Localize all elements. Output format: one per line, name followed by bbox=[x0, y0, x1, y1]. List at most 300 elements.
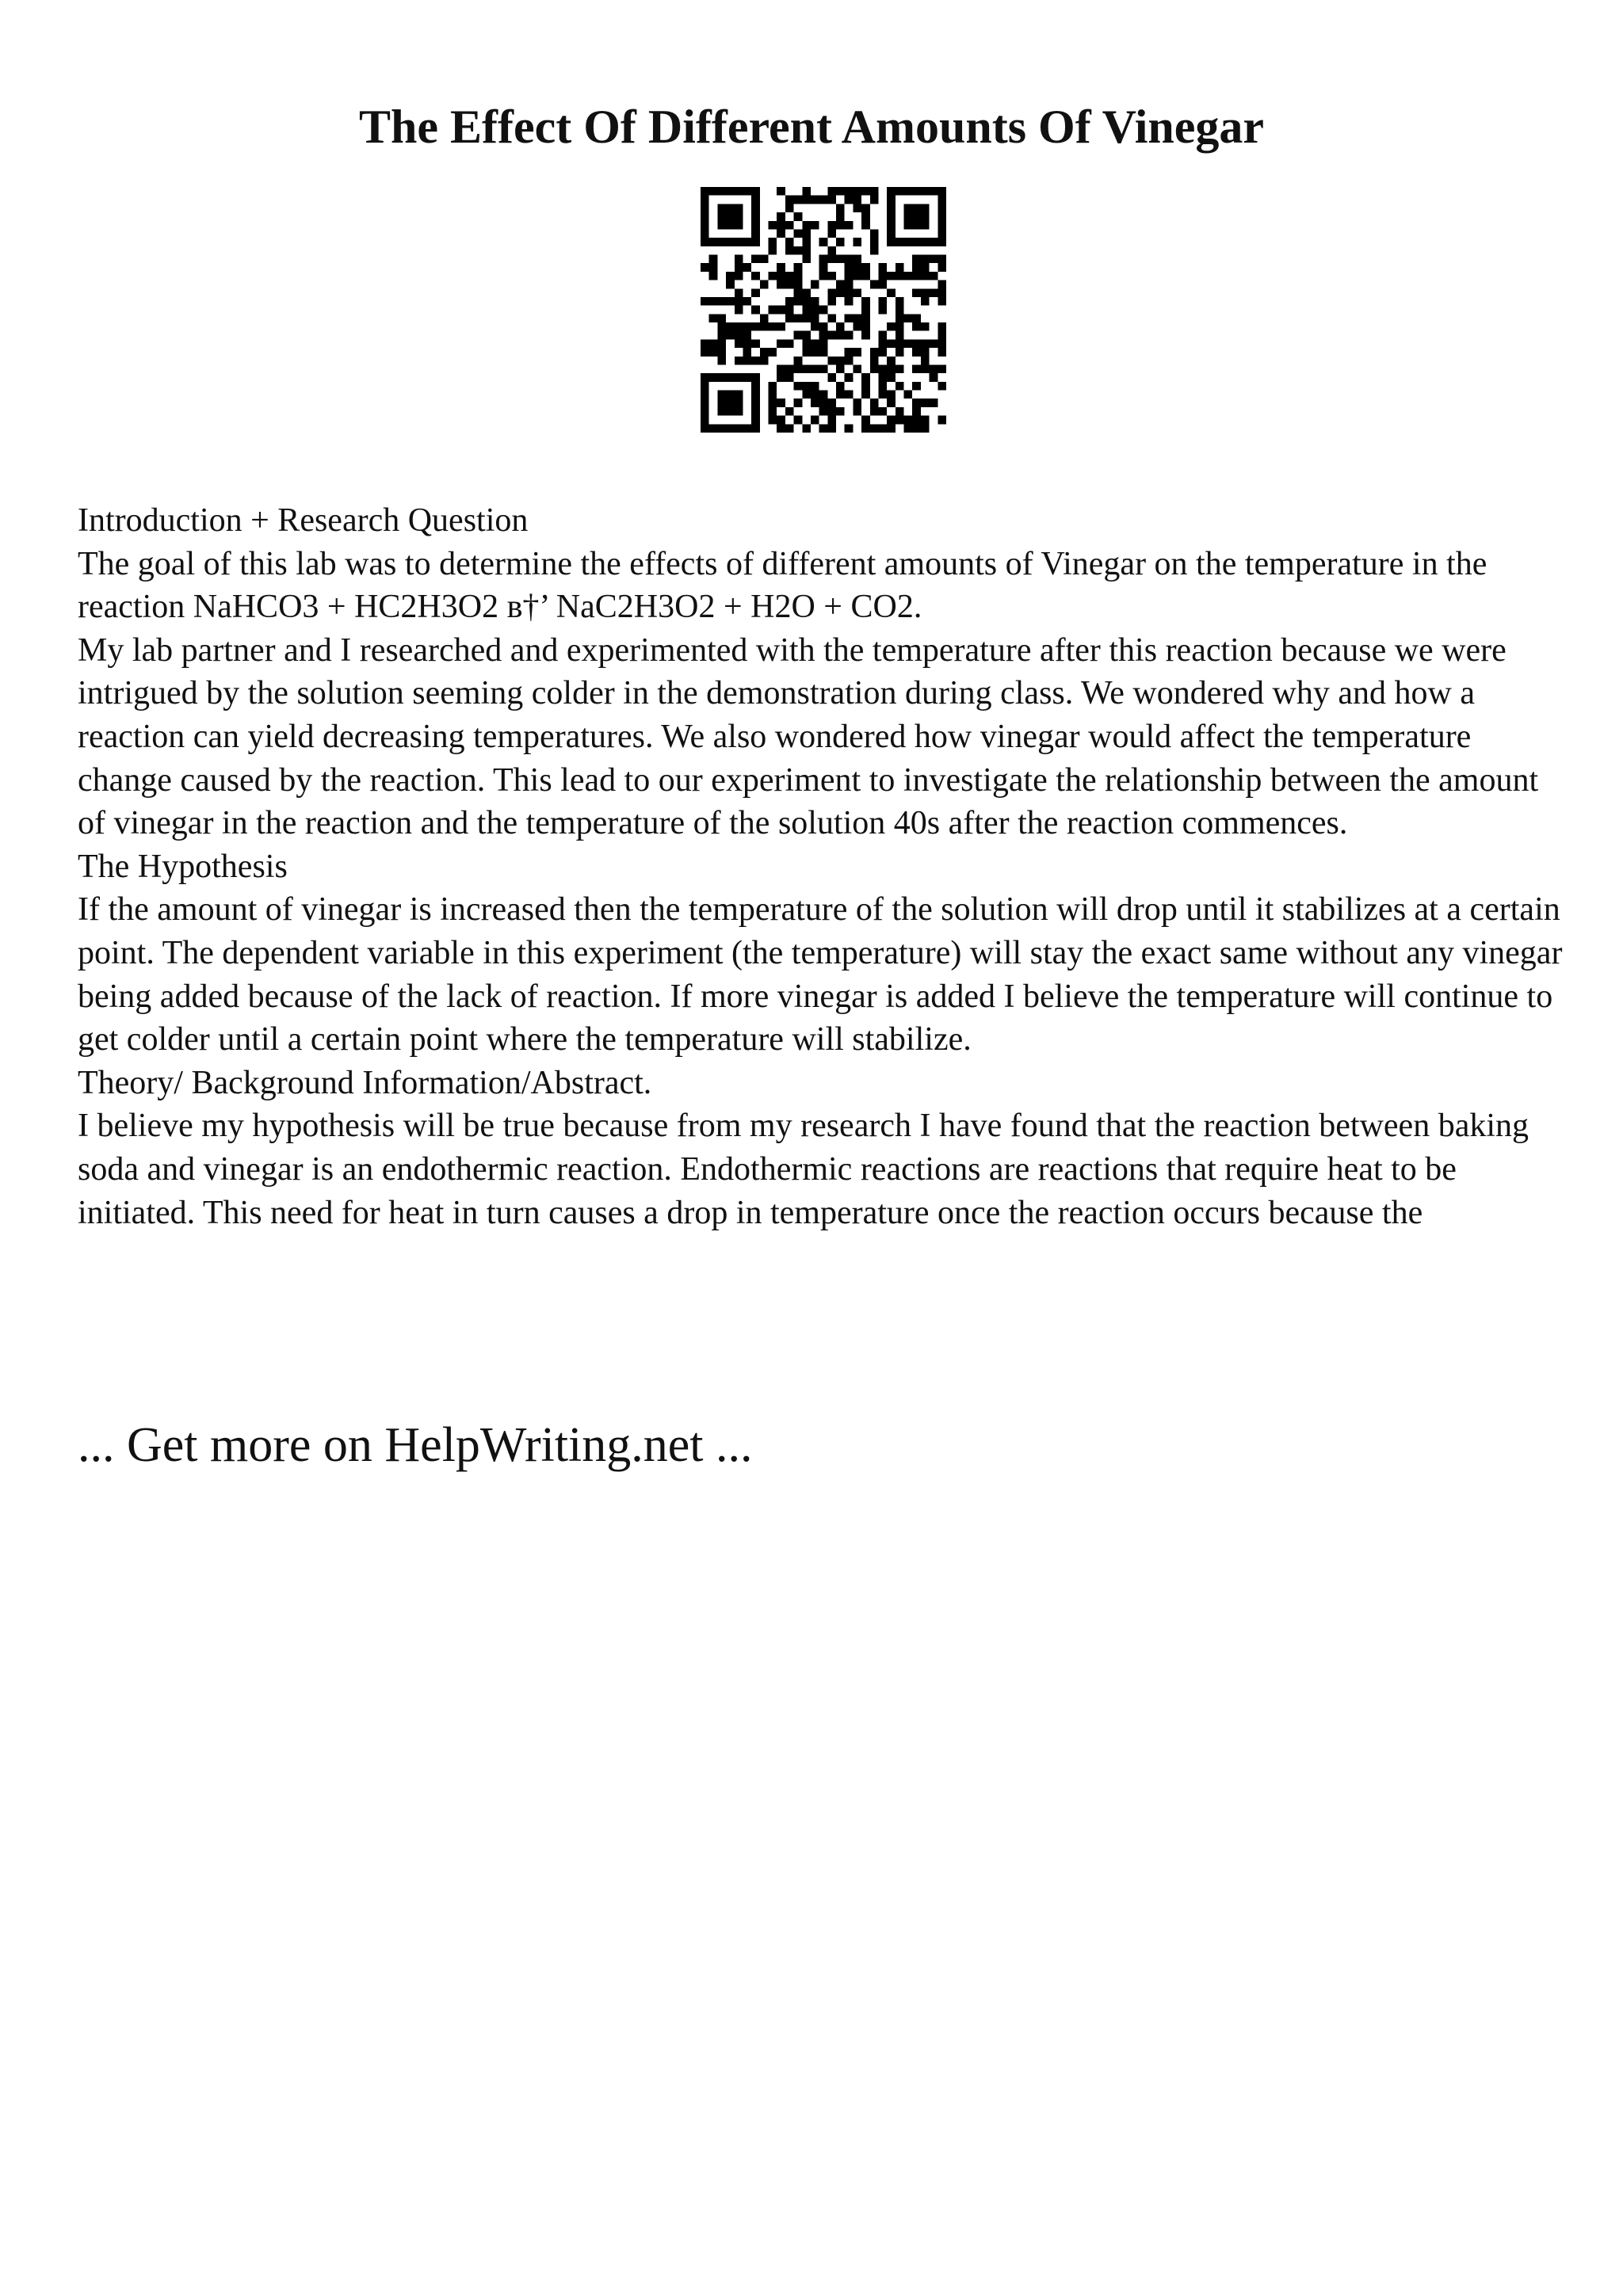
qr-module bbox=[751, 306, 760, 315]
qr-module bbox=[751, 322, 760, 331]
qr-module bbox=[743, 357, 751, 365]
qr-module bbox=[912, 187, 921, 196]
qr-module bbox=[896, 187, 904, 196]
qr-module bbox=[887, 212, 896, 221]
qr-module bbox=[802, 391, 811, 399]
qr-code-graphic bbox=[701, 187, 946, 433]
qr-module bbox=[912, 339, 921, 348]
qr-module bbox=[811, 221, 819, 230]
qr-module bbox=[802, 348, 811, 357]
qr-module bbox=[785, 364, 794, 373]
qr-module bbox=[777, 212, 785, 221]
document-body bbox=[78, 499, 1568, 1234]
qr-module bbox=[802, 238, 811, 246]
qr-module bbox=[896, 339, 904, 348]
qr-module bbox=[760, 280, 769, 289]
qr-module bbox=[785, 280, 794, 289]
paragraph-theory: I believe my hypothesis will be true because from my research I have found that the reaction between baking soda and vinegar is an endothermic reaction. Endothermic reactions are reactions that require heat to be initiated. This need for heat in turn causes a drop in temperature once the reaction occurs because the bbox=[78, 1108, 1529, 1231]
qr-module bbox=[921, 399, 930, 407]
qr-module bbox=[701, 221, 709, 230]
qr-module bbox=[726, 424, 735, 433]
qr-module bbox=[819, 272, 828, 280]
qr-module bbox=[896, 407, 904, 416]
paragraph-goal: The goal of this lab was to determine the effects of different amounts of Vinegar on the temperature in the reaction NaHCO3 + HC2H3O2 в†’ NaC2H3O2 + H2O + CO2. bbox=[78, 545, 1487, 626]
qr-module bbox=[912, 221, 921, 230]
qr-module bbox=[904, 314, 913, 322]
qr-module bbox=[769, 306, 777, 315]
qr-module bbox=[870, 229, 879, 238]
qr-module bbox=[726, 212, 735, 221]
qr-module bbox=[836, 238, 845, 246]
qr-module bbox=[827, 196, 836, 204]
qr-module bbox=[836, 322, 845, 331]
qr-module bbox=[777, 416, 785, 425]
qr-module bbox=[861, 373, 870, 382]
qr-module bbox=[921, 204, 930, 212]
qr-module bbox=[794, 297, 803, 306]
qr-module bbox=[853, 364, 861, 373]
qr-module bbox=[769, 272, 777, 280]
qr-module bbox=[827, 407, 836, 416]
qr-module bbox=[751, 399, 760, 407]
qr-module bbox=[853, 399, 861, 407]
qr-module bbox=[701, 391, 709, 399]
qr-module bbox=[938, 255, 946, 264]
qr-module bbox=[938, 339, 946, 348]
qr-module bbox=[735, 407, 743, 416]
qr-module bbox=[938, 196, 946, 204]
document-title: The Effect Of Different Amounts Of Vinegar bbox=[358, 101, 1265, 153]
qr-module bbox=[802, 339, 811, 348]
qr-module bbox=[811, 322, 819, 331]
qr-module bbox=[811, 306, 819, 315]
qr-module bbox=[819, 391, 828, 399]
qr-module bbox=[709, 314, 718, 322]
qr-module bbox=[912, 399, 921, 407]
qr-module bbox=[870, 280, 879, 289]
qr-module bbox=[726, 238, 735, 246]
qr-module bbox=[785, 373, 794, 382]
qr-module bbox=[709, 255, 718, 264]
qr-module bbox=[794, 364, 803, 373]
qr-module bbox=[938, 187, 946, 196]
qr-module bbox=[726, 272, 735, 280]
qr-module bbox=[836, 331, 845, 340]
qr-module bbox=[887, 424, 896, 433]
section-heading-introduction: Introduction + Research Question bbox=[78, 502, 529, 539]
qr-module bbox=[811, 196, 819, 204]
qr-module bbox=[717, 348, 726, 357]
qr-module bbox=[726, 297, 735, 306]
qr-module bbox=[887, 391, 896, 399]
qr-module bbox=[861, 212, 870, 221]
qr-module bbox=[751, 382, 760, 391]
qr-module bbox=[751, 229, 760, 238]
qr-module bbox=[827, 314, 836, 322]
qr-module bbox=[904, 204, 913, 212]
qr-module bbox=[717, 212, 726, 221]
qr-module bbox=[921, 339, 930, 348]
qr-module bbox=[896, 263, 904, 272]
qr-module bbox=[827, 399, 836, 407]
qr-module bbox=[870, 357, 879, 365]
qr-module bbox=[717, 399, 726, 407]
qr-module bbox=[794, 196, 803, 204]
qr-module bbox=[794, 314, 803, 322]
qr-module bbox=[735, 391, 743, 399]
qr-module bbox=[896, 272, 904, 280]
qr-module bbox=[827, 229, 836, 238]
qr-module bbox=[930, 364, 938, 373]
qr-module bbox=[861, 297, 870, 306]
qr-module bbox=[836, 382, 845, 391]
qr-module bbox=[751, 204, 760, 212]
qr-module bbox=[845, 187, 854, 196]
qr-module bbox=[709, 373, 718, 382]
qr-module bbox=[802, 306, 811, 315]
qr-module bbox=[930, 238, 938, 246]
qr-module bbox=[878, 391, 887, 399]
qr-module bbox=[769, 382, 777, 391]
qr-module bbox=[726, 204, 735, 212]
qr-module bbox=[904, 424, 913, 433]
qr-module bbox=[794, 416, 803, 425]
qr-module bbox=[912, 263, 921, 272]
qr-module bbox=[827, 331, 836, 340]
qr-module bbox=[811, 339, 819, 348]
qr-module bbox=[870, 364, 879, 373]
qr-module bbox=[887, 322, 896, 331]
qr-module bbox=[751, 238, 760, 246]
qr-module bbox=[878, 364, 887, 373]
qr-module bbox=[861, 416, 870, 425]
qr-module bbox=[751, 407, 760, 416]
qr-module bbox=[777, 221, 785, 230]
qr-module bbox=[735, 272, 743, 280]
qr-module bbox=[930, 272, 938, 280]
qr-module bbox=[904, 339, 913, 348]
qr-module bbox=[794, 229, 803, 238]
qr-module bbox=[938, 382, 946, 391]
qr-module bbox=[887, 357, 896, 365]
qr-module bbox=[777, 424, 785, 433]
qr-module bbox=[904, 416, 913, 425]
qr-module bbox=[726, 280, 735, 289]
qr-module bbox=[709, 187, 718, 196]
qr-module bbox=[912, 288, 921, 297]
qr-module bbox=[819, 424, 828, 433]
qr-module bbox=[887, 339, 896, 348]
qr-module bbox=[717, 424, 726, 433]
qr-module bbox=[930, 339, 938, 348]
qr-module bbox=[751, 339, 760, 348]
qr-module bbox=[709, 263, 718, 272]
qr-module bbox=[845, 297, 854, 306]
qr-module bbox=[769, 391, 777, 399]
qr-module bbox=[777, 280, 785, 289]
qr-module bbox=[735, 288, 743, 297]
qr-module bbox=[887, 229, 896, 238]
qr-module bbox=[701, 297, 709, 306]
qr-module bbox=[836, 255, 845, 264]
qr-module bbox=[870, 246, 879, 255]
qr-module bbox=[930, 187, 938, 196]
qr-module bbox=[827, 272, 836, 280]
qr-module bbox=[845, 357, 854, 365]
qr-module bbox=[777, 399, 785, 407]
qr-module bbox=[921, 348, 930, 357]
qr-module bbox=[870, 424, 879, 433]
qr-module bbox=[921, 288, 930, 297]
qr-module bbox=[912, 322, 921, 331]
qr-module bbox=[921, 364, 930, 373]
qr-module bbox=[751, 373, 760, 382]
qr-module bbox=[760, 314, 769, 322]
qr-module bbox=[717, 331, 726, 340]
qr-module bbox=[878, 297, 887, 306]
qr-module bbox=[861, 204, 870, 212]
qr-module bbox=[853, 288, 861, 297]
qr-module bbox=[717, 204, 726, 212]
qr-module bbox=[726, 187, 735, 196]
qr-module bbox=[853, 196, 861, 204]
qr-module bbox=[726, 399, 735, 407]
qr-module bbox=[785, 238, 794, 246]
qr-module bbox=[836, 280, 845, 289]
qr-module bbox=[777, 272, 785, 280]
qr-module bbox=[701, 196, 709, 204]
qr-module bbox=[802, 364, 811, 373]
qr-module bbox=[769, 407, 777, 416]
qr-module bbox=[921, 187, 930, 196]
qr-module bbox=[896, 314, 904, 322]
paragraph-motivation: My lab partner and I researched and experimented with the temperature after this reaction because we were intrigued by the solution seeming colder in the demonstration during class. We wondered why and how a reaction can yield decreasing temperatures. We also wondered how vinegar would affect the temperature change caused by the reaction. This lead to our experiment to investigate the relationship between the amount of vinegar in the reaction and the temperature of the solution 40s after the reaction commences. bbox=[78, 631, 1539, 842]
qr-module bbox=[735, 399, 743, 407]
qr-module bbox=[769, 416, 777, 425]
qr-module bbox=[811, 314, 819, 322]
qr-module bbox=[938, 229, 946, 238]
qr-module bbox=[735, 331, 743, 340]
qr-module bbox=[887, 399, 896, 407]
qr-module bbox=[836, 221, 845, 230]
qr-module bbox=[921, 263, 930, 272]
qr-module bbox=[811, 348, 819, 357]
qr-module bbox=[896, 364, 904, 373]
qr-module bbox=[794, 280, 803, 289]
qr-module bbox=[921, 255, 930, 264]
qr-module bbox=[938, 238, 946, 246]
qr-module bbox=[785, 272, 794, 280]
qr-module bbox=[827, 357, 836, 365]
qr-module bbox=[751, 416, 760, 425]
qr-module bbox=[709, 297, 718, 306]
qr-module bbox=[912, 364, 921, 373]
qr-module bbox=[912, 348, 921, 357]
qr-module bbox=[811, 280, 819, 289]
qr-module bbox=[930, 288, 938, 297]
qr-module bbox=[861, 187, 870, 196]
qr-module bbox=[896, 416, 904, 425]
qr-module bbox=[701, 416, 709, 425]
qr-module bbox=[887, 373, 896, 382]
qr-module bbox=[853, 314, 861, 322]
qr-module bbox=[853, 187, 861, 196]
qr-module bbox=[836, 204, 845, 212]
qr-module bbox=[887, 416, 896, 425]
qr-module bbox=[896, 322, 904, 331]
qr-module bbox=[896, 348, 904, 357]
qr-module bbox=[853, 255, 861, 264]
qr-module bbox=[760, 255, 769, 264]
qr-code-icon bbox=[701, 187, 946, 433]
qr-module bbox=[896, 331, 904, 340]
qr-module bbox=[785, 424, 794, 433]
qr-module bbox=[845, 424, 854, 433]
qr-module bbox=[870, 348, 879, 357]
qr-module bbox=[878, 407, 887, 416]
qr-module bbox=[912, 204, 921, 212]
qr-module bbox=[777, 187, 785, 196]
qr-module bbox=[930, 399, 938, 407]
qr-module bbox=[760, 322, 769, 331]
qr-module bbox=[811, 382, 819, 391]
qr-module bbox=[853, 407, 861, 416]
qr-module bbox=[912, 407, 921, 416]
qr-module bbox=[921, 416, 930, 425]
qr-module bbox=[701, 204, 709, 212]
qr-module bbox=[785, 246, 794, 255]
qr-module bbox=[845, 314, 854, 322]
qr-module bbox=[743, 424, 751, 433]
qr-module bbox=[845, 373, 854, 382]
qr-module bbox=[785, 196, 794, 204]
qr-module bbox=[802, 255, 811, 264]
qr-module bbox=[743, 322, 751, 331]
qr-module bbox=[836, 364, 845, 373]
qr-module bbox=[870, 187, 879, 196]
qr-module bbox=[726, 373, 735, 382]
qr-module bbox=[861, 391, 870, 399]
qr-module bbox=[735, 238, 743, 246]
qr-module bbox=[904, 272, 913, 280]
qr-module bbox=[938, 416, 946, 425]
qr-module bbox=[743, 373, 751, 382]
qr-module bbox=[701, 212, 709, 221]
qr-module bbox=[777, 364, 785, 373]
qr-module bbox=[836, 212, 845, 221]
qr-module bbox=[802, 196, 811, 204]
qr-module bbox=[827, 187, 836, 196]
qr-module bbox=[887, 204, 896, 212]
qr-module bbox=[785, 297, 794, 306]
qr-module bbox=[827, 246, 836, 255]
qr-module bbox=[912, 212, 921, 221]
qr-module bbox=[726, 221, 735, 230]
qr-module bbox=[769, 246, 777, 255]
qr-module bbox=[743, 331, 751, 340]
qr-module bbox=[845, 196, 854, 204]
qr-module bbox=[921, 424, 930, 433]
qr-module bbox=[751, 357, 760, 365]
qr-module bbox=[827, 373, 836, 382]
qr-module bbox=[938, 322, 946, 331]
qr-module bbox=[887, 364, 896, 373]
qr-module bbox=[896, 306, 904, 315]
qr-module bbox=[735, 357, 743, 365]
qr-module bbox=[878, 348, 887, 357]
qr-module bbox=[769, 221, 777, 230]
qr-module bbox=[819, 306, 828, 315]
qr-module bbox=[701, 399, 709, 407]
qr-module bbox=[896, 382, 904, 391]
qr-module bbox=[802, 288, 811, 297]
section-heading-theory: Theory/ Background Information/Abstract. bbox=[78, 1064, 652, 1101]
qr-module bbox=[827, 255, 836, 264]
qr-module bbox=[735, 322, 743, 331]
qr-module bbox=[878, 373, 887, 382]
qr-module bbox=[726, 391, 735, 399]
qr-module bbox=[861, 424, 870, 433]
paragraph-hypothesis: If the amount of vinegar is increased then the temperature of the solution will drop until it stabilizes at a certain point. The dependent variable in this experiment (the temperature) will stay the exact same without any vinegar being added because of the lack of reaction. If more vinegar is added I believe the temperature will continue to get colder until a certain point where the temperature will stabilize. bbox=[78, 891, 1563, 1058]
qr-module bbox=[726, 407, 735, 416]
qr-module bbox=[912, 382, 921, 391]
qr-module bbox=[751, 221, 760, 230]
qr-module bbox=[735, 212, 743, 221]
qr-module bbox=[769, 322, 777, 331]
qr-module bbox=[819, 331, 828, 340]
get-more-link[interactable]: ... Get more on HelpWriting.net ... bbox=[78, 1418, 753, 1472]
qr-module bbox=[878, 424, 887, 433]
qr-module bbox=[887, 187, 896, 196]
qr-module bbox=[717, 187, 726, 196]
qr-module bbox=[836, 187, 845, 196]
qr-module bbox=[751, 272, 760, 280]
qr-module bbox=[896, 297, 904, 306]
qr-module bbox=[861, 263, 870, 272]
qr-module bbox=[861, 221, 870, 230]
qr-module bbox=[921, 221, 930, 230]
qr-module bbox=[701, 382, 709, 391]
qr-module bbox=[785, 306, 794, 315]
qr-module bbox=[819, 196, 828, 204]
qr-module bbox=[827, 221, 836, 230]
qr-module bbox=[717, 357, 726, 365]
qr-module bbox=[836, 407, 845, 416]
qr-module bbox=[717, 391, 726, 399]
qr-module bbox=[701, 263, 709, 272]
qr-module bbox=[735, 187, 743, 196]
qr-module bbox=[794, 263, 803, 272]
qr-module bbox=[811, 297, 819, 306]
qr-module bbox=[802, 331, 811, 340]
qr-module bbox=[878, 280, 887, 289]
qr-module bbox=[701, 339, 709, 348]
qr-module bbox=[802, 246, 811, 255]
qr-module bbox=[819, 339, 828, 348]
qr-module bbox=[853, 263, 861, 272]
qr-module bbox=[878, 272, 887, 280]
qr-module bbox=[777, 263, 785, 272]
qr-module bbox=[887, 272, 896, 280]
qr-module bbox=[777, 306, 785, 315]
qr-module bbox=[904, 391, 913, 399]
qr-module bbox=[938, 364, 946, 373]
qr-module bbox=[938, 263, 946, 272]
qr-module bbox=[861, 322, 870, 331]
qr-module bbox=[904, 187, 913, 196]
qr-module bbox=[819, 255, 828, 264]
qr-module bbox=[794, 331, 803, 340]
